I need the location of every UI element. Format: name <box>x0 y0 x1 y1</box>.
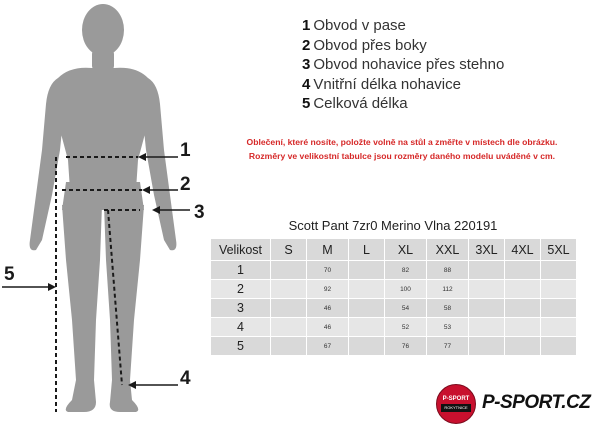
callout-1: 1 <box>180 140 191 161</box>
table-cell <box>469 318 505 337</box>
callout-3: 3 <box>194 202 205 223</box>
size-table <box>210 238 577 356</box>
table-cell: 88 <box>427 261 469 280</box>
column-header: XXL <box>427 239 469 261</box>
legend-item: 4 Vnitřní délka nohavice <box>302 75 461 93</box>
table-cell <box>505 337 541 356</box>
table-cell: 46 <box>307 299 349 318</box>
table-row <box>211 261 577 280</box>
column-header: 5XL <box>541 239 577 261</box>
logo-wordmark: P-SPORT.CZ <box>482 392 591 413</box>
table-cell <box>271 261 307 280</box>
column-header: 4XL <box>505 239 541 261</box>
column-header: L <box>349 239 385 261</box>
note-line: Rozměry ve velikostní tabulce jsou rozměry daného modelu uváděné v cm. <box>248 151 556 161</box>
table-title: Scott Pant 7zr0 Merino Vlna 220191 <box>288 218 498 233</box>
human-silhouette <box>30 4 177 412</box>
table-cell: 46 <box>307 318 349 337</box>
table-cell <box>349 280 385 299</box>
p-sport-logo[interactable] <box>436 384 596 424</box>
table-cell: 54 <box>385 299 427 318</box>
table-row <box>211 318 577 337</box>
legend-item: 2 Obvod přes boky <box>302 36 427 54</box>
table-cell <box>271 299 307 318</box>
column-header: S <box>271 239 307 261</box>
legend-item: 5 Celková délka <box>302 95 408 112</box>
table-cell: 100 <box>385 280 427 299</box>
legend-item: 3 Obvod nohavice přes stehno <box>302 56 505 73</box>
table-cell <box>469 337 505 356</box>
callout-5: 5 <box>4 264 15 285</box>
column-header: Velikost <box>211 239 271 261</box>
table-row <box>211 280 577 299</box>
table-cell <box>541 337 577 356</box>
table-cell <box>505 280 541 299</box>
measurement-legend <box>302 16 592 114</box>
column-header: XL <box>385 239 427 261</box>
table-cell: 77 <box>427 337 469 356</box>
table-cell <box>541 261 577 280</box>
logo-badge-icon <box>436 384 476 424</box>
table-cell: 53 <box>427 318 469 337</box>
logo-badge-bottom-text: ROKYTNICE <box>441 404 471 412</box>
callout-4: 4 <box>180 368 191 389</box>
table-cell: 5 <box>211 337 271 356</box>
table-cell <box>505 261 541 280</box>
table-cell: 1 <box>211 261 271 280</box>
table-row <box>211 299 577 318</box>
human-figure-diagram <box>0 0 260 424</box>
table-cell: 67 <box>307 337 349 356</box>
logo-badge-top-text: P-SPORT <box>442 396 470 402</box>
table-cell: 58 <box>427 299 469 318</box>
table-cell <box>349 299 385 318</box>
table-cell <box>505 318 541 337</box>
table-cell: 4 <box>211 318 271 337</box>
table-row <box>211 337 577 356</box>
note-line: Oblečení, které nosíte, položte volně na stůl a změřte v místech dle obrázku. <box>246 137 558 147</box>
column-header: M <box>307 239 349 261</box>
table-cell <box>505 299 541 318</box>
table-cell <box>541 299 577 318</box>
table-cell: 76 <box>385 337 427 356</box>
table-cell: 70 <box>307 261 349 280</box>
table-cell: 3 <box>211 299 271 318</box>
table-cell: 82 <box>385 261 427 280</box>
table-cell <box>541 280 577 299</box>
column-header: 3XL <box>469 239 505 261</box>
table-cell <box>469 261 505 280</box>
table-cell <box>349 318 385 337</box>
measurement-note <box>222 135 582 163</box>
table-cell: 52 <box>385 318 427 337</box>
table-cell: 112 <box>427 280 469 299</box>
table-cell <box>271 318 307 337</box>
table-header-row <box>211 239 577 261</box>
table-cell <box>349 261 385 280</box>
callout-2: 2 <box>180 174 191 195</box>
legend-item: 1 Obvod v pase <box>302 17 406 34</box>
table-cell <box>469 299 505 318</box>
table-cell <box>469 280 505 299</box>
table-cell: 92 <box>307 280 349 299</box>
table-cell <box>271 337 307 356</box>
table-cell: 2 <box>211 280 271 299</box>
table-cell <box>541 318 577 337</box>
table-cell <box>349 337 385 356</box>
table-cell <box>271 280 307 299</box>
